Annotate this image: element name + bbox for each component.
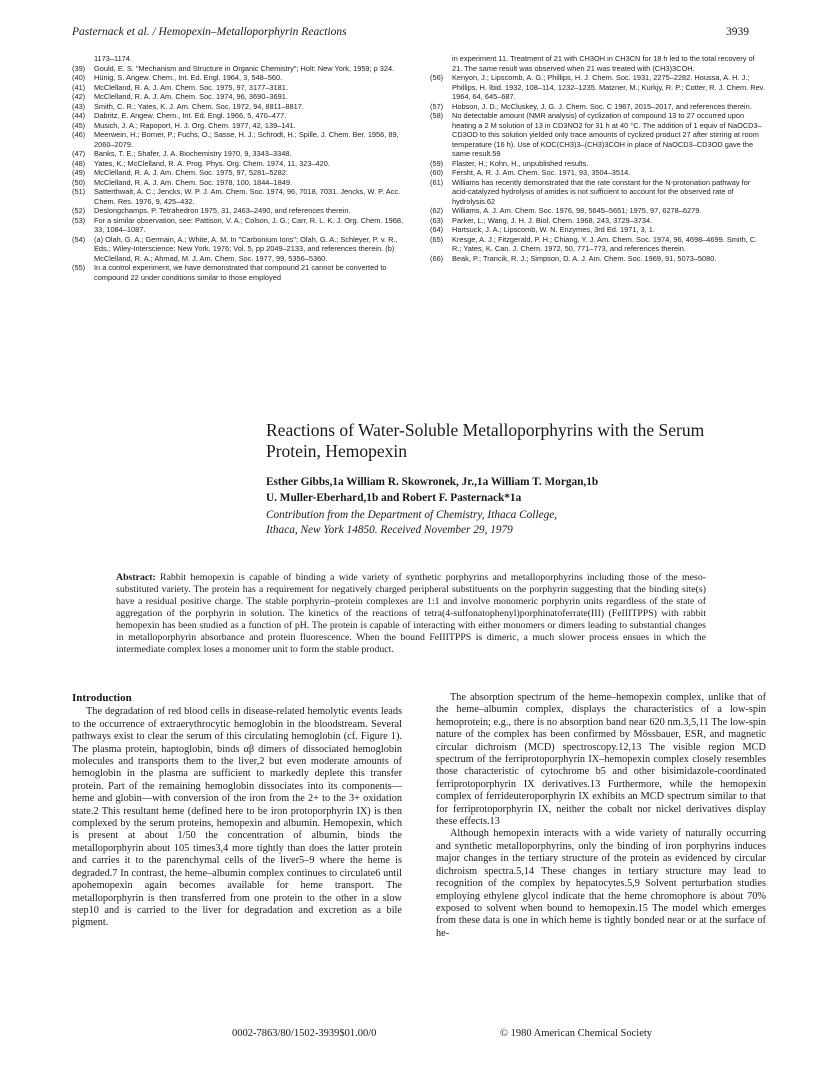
reference-number: (51): [72, 187, 86, 196]
reference-text: Parker, L.; Wang, J. H. J. Biol. Chem. 1968, 243, 3729–3734.: [452, 215, 653, 225]
abstract-text: Rabbit hemopexin is capable of binding a wide variety of synthetic porphyrins and metalloporphyrins including those of the meso-substituted variety. The protein has a requirement for negatively charged peripheral substituents on the porphyrin suggesting that the binding site(s) have a residual positive charge. The stable porphyrin–protein complexes are 1:1 and involve monomeric porphyrin units regardless of the state of aggregation of the porphyrin in solution. The kinetics of the reactions of tetra(4-sulfonatophenyl)porphinatoferrate(III) (FeIIITPPS) with rabbit hemopexin has been studied as a function of pH. The protein is capable of interacting with either monomers or dimers leading to substantial changes in metalloporphyrin absorbance and protein fluorescence. When the bound FeIIITPPS is dimeric, a much slower process ensues in which the intermediate complex loses a monomer unit to form the stable product.: [116, 572, 707, 655]
abstract: [116, 572, 706, 656]
reference-text: Flaster, H.; Kohn, H., unpublished results.: [452, 158, 589, 168]
reference-text: Meerwein, H.; Borner, P.; Fuchs, O.; Sasse, H. J.; Schrodt, H.; Spille, J. Chem. Ber. 1956, 89, 2060–2079.: [94, 130, 399, 149]
authors-line-1: Esther Gibbs,1a William R. Skowronek, Jr.,1a William T. Morgan,1b: [266, 476, 599, 488]
reference-text: Hünig, S. Angew. Chem., Int. Ed. Engl. 1964, 3, 548–560.: [94, 73, 283, 82]
reference-text: Hobson, J. D.; McCluskey, J. G. J. Chem. Soc. C 1967, 2015–2017, and references therein.: [452, 101, 752, 111]
reference-number: (46): [72, 130, 86, 139]
authors-line-2: U. Muller-Eberhard,1b and Robert F. Pasternack*1a: [266, 492, 522, 504]
reference-number: (40): [72, 73, 86, 82]
reference-number: (65): [430, 234, 444, 244]
reference-entry: [430, 102, 765, 112]
reference-entry: [72, 130, 407, 149]
reference-number: (58): [430, 111, 444, 120]
reference-entry: [72, 216, 407, 235]
reference-number: (44): [72, 111, 86, 120]
reference-entry: [430, 235, 765, 254]
article-code: 0002-7863/80/1502-3939$01.00/0: [232, 1028, 377, 1039]
intro-paragraph-3: Although hemopexin interacts with a wide variety of naturally occurring and synthetic metalloporphyrins, only the binding of iron porphyrins induces major changes in the tertiary structure of the protein as evidenced by circular dichroism spectra.5,14 These changes in tertiary structure may lead to recognition of the complex by hepatocytes.5,9 Solvent perturbation studies employing ethylene glycol indicate that the heme chromophore is about 70% exposed to solvent when bound to hemopexin.15 The model which emerges from these data is one in which heme is tightly bonded near or at the surface of he-: [436, 828, 766, 939]
reference-entry: [72, 149, 407, 159]
reference-text: Williams, A. J. Am. Chem. Soc. 1976, 98, 5645–5651; 1975, 97, 6278–6279.: [452, 206, 702, 215]
references-right-column: [430, 54, 765, 263]
affiliation-line-2: Ithaca, New York 14850. Received November 29, 1979: [266, 524, 513, 536]
reference-entry: [430, 73, 765, 102]
reference-number: (54): [72, 234, 86, 244]
reference-number: (43): [72, 101, 86, 111]
reference-number: (50): [72, 177, 86, 187]
reference-number: (57): [430, 101, 444, 111]
page-number: 3939: [726, 26, 749, 38]
reference-entry: [430, 216, 765, 226]
reference-number: (41): [72, 82, 86, 92]
reference-number: (49): [72, 168, 86, 177]
reference-entry: [430, 111, 765, 159]
reference-entry: [72, 263, 407, 282]
reference-text: McClelland, R. A. J. Am. Chem. Soc. 1978, 100, 1844–1849.: [94, 177, 293, 187]
reference-number: (48): [72, 158, 86, 168]
reference-text: McClelland, R. A. J. Am. Chem. Soc. 1975, 97, 3177–3181.: [94, 82, 288, 92]
reference-entry: [430, 168, 765, 178]
running-header: [72, 26, 749, 42]
reference-entry: [72, 187, 407, 206]
reference-text: Banks, T. E.; Shafer, J. A. Biochemistry 1970, 9, 3343–3348.: [94, 149, 292, 158]
abstract-label: Abstract:: [116, 572, 156, 583]
reference-text: Satterthwait, A. C.; Jencks, W. P. J. Am. Chem. Soc. 1974, 96, 7018, 7031. Jencks, W. P. Acc. Chem. Res. 1976, 9, 425–432.: [94, 187, 401, 206]
reference-text: (a) Olah, G. A.; Germain, A.; White, A. M. In "Carbonium Ions"; Olah, G. A.; Schleyer, P. v. R., Eds.; Wiley-Interscience: New York, 1976; Vol. 5, pp 2049–2133, and references therein. (b) McClelland, R. A.; Ahmad, M. J. Am. Chem. Soc. 1977, 99, 5356–5360.: [94, 234, 398, 263]
reference-text: Beak, P.; Trancik, R. J.; Simpson, D. A. J. Am. Chem. Soc. 1969, 91, 5073–5080.: [452, 253, 717, 263]
reference-number: (47): [72, 149, 86, 158]
affiliation: [266, 508, 696, 538]
reference-entry: [72, 102, 407, 112]
section-heading-introduction: Introduction: [72, 692, 132, 704]
reference-number: (63): [430, 215, 444, 225]
reference-text: McClelland, R. A. J. Am. Chem. Soc. 1975, 97, 5281–5282.: [94, 168, 288, 177]
reference-entry: [72, 64, 407, 74]
reference-number: (55): [72, 263, 86, 272]
reference-entry: [430, 254, 765, 264]
reference-number: (66): [430, 253, 444, 263]
intro-paragraph-2: The absorption spectrum of the heme–hemopexin complex, unlike that of the heme–albumin complex, displays the characteristics of a low-spin hemoprotein; e.g., there is no absorption band near 620 nm.3,5,11 The low-spin nature of the complex has been confirmed by Mössbauer, ESR, and magnetic circular dichroism (MCD) spectroscopy.12,13 The visible region MCD spectrum of the ferriprotoporphyrin IX–hemopexin complex closely resembles those characteristic of cytochrome b5 and other bisimidazole-coordinated ferriprotoporphyrin IX derivatives.13 Furthermore, while the hemopexin complex of ferrideuteroporphyrin IX exhibits an MCD spectrum similar to that for ferriprotoporphyrin IX, neither the cobalt nor nickel derivatives display these effects.13: [436, 692, 766, 828]
reference-text: 1173–1174.: [94, 54, 132, 63]
reference-entry: [430, 159, 765, 169]
reference-text: Deslongchamps, P. Tetrahedron 1975, 31, 2463–2490, and references therein.: [94, 206, 351, 215]
reference-text: in experiment 11. Treatment of 21 with CH3OH in CH3CN for 18 h led to the total recovery of 21. The same result was observed when 21 was treated with (CH3)3COH.: [452, 54, 755, 73]
reference-entry: [430, 225, 765, 235]
reference-text: Smith, C. R.; Yates, K. J. Am. Chem. Soc. 1972, 94, 8811–8817.: [94, 101, 304, 111]
reference-number: [430, 54, 452, 73]
reference-number: (61): [430, 177, 444, 187]
reference-entry: [430, 178, 765, 207]
reference-number: (52): [72, 206, 86, 215]
reference-text: Kenyon, J.; Lipscomb, A. G.; Phillips, H. J. Chem. Soc. 1931, 2275–2282. Houssa, A. H. J.; Phillips, H. Ibid. 1932, 108–114, 1232–1235. Matzner, M.; Kurkjy, R. P.; Cotter, R. J. Chem. Rev. 1964, 64, 645–687.: [452, 73, 765, 101]
reference-entry: [72, 159, 407, 169]
reference-number: (39): [72, 63, 86, 73]
reference-number: (45): [72, 120, 86, 130]
reference-entry: [72, 54, 407, 64]
reference-entry: [72, 73, 407, 83]
author-list: [266, 474, 696, 506]
body-column-left: [72, 692, 402, 930]
article-title: Reactions of Water-Soluble Metalloporphyrins with the Serum Protein, Hemopexin: [266, 420, 705, 461]
reference-text: Hartsuck, J. A.; Lipscomb, W. N. Enzymes, 3rd Ed. 1971, 3, 1.: [452, 225, 655, 234]
reference-number: (62): [430, 206, 444, 215]
reference-entry: [72, 178, 407, 188]
reference-text: Yates, K.; McClelland, R. A. Prog. Phys. Org. Chem. 1974, 11, 323–420.: [94, 158, 330, 168]
reference-entry: [430, 206, 765, 216]
reference-entry: [72, 235, 407, 264]
reference-entry: [72, 111, 407, 121]
reference-entry: [72, 168, 407, 178]
reference-number: (60): [430, 168, 444, 177]
body-column-right: [436, 692, 766, 940]
reference-text: Kresge, A. J.; Fitzgerald, P. H.; Chiang, Y. J. Am. Chem. Soc. 1974, 96, 4698–4699. Smith, C. R.; Yates, K. Can. J. Chem. 1972, 50, 771–773, and references therein.: [452, 234, 758, 253]
intro-paragraph-1: The degradation of red blood cells in disease-related hemolytic events leads to the occurrence of extraerythrocytic hemoglobin in the bloodstream. Several pathways exist to clear the serum of this circulating hemoglobin (cf. Figure 1). The plasma protein, haptoglobin, binds αβ dimers of dissociated hemoglobin molecules and transports them to the liver,2 but even moderate amounts of hemoglobin in the plasma are sufficient to markedly deplete this transfer protein. Part of the remaining hemoglobin dissociates into its components—heme and globin—with conversion of the iron from the 2+ to the 3+ oxidation state.2 This resultant heme (defined here to be iron protoporphyrin IX) is then complexed by the serum proteins, hemopexin and albumin. Hemopexin, which is present at about 1/50 the concentration of albumin, binds the metalloporphyrin about 105 times3,4 more tightly than does the latter protein and carries it to the parenchymal cells of the liver5–9 where the heme is degraded.7 In contrast, the heme–albumin complex continues to circulate6 until apohemopexin again becomes available for heme transport. The metalloporphyrin is then transferred from one protein to the other in a slow step10 and is carried to the liver for degradation and excretion as a bile pigment.: [72, 706, 402, 929]
reference-entry: [430, 54, 765, 73]
copyright-notice: © 1980 American Chemical Society: [500, 1028, 653, 1039]
reference-text: Dabritz, E. Angew. Chem., Int. Ed. Engl. 1966, 5, 470–477.: [94, 111, 287, 120]
reference-number: (53): [72, 215, 86, 225]
reference-number: (59): [430, 158, 444, 168]
reference-number: (42): [72, 92, 86, 101]
reference-text: For a similar observation, see: Pattison, V. A.; Colson, J. G.; Carr, R. L. K. J. Org. Chem. 1968, 33, 1084–1087.: [94, 215, 404, 234]
reference-text: No detectable amount (NMR analysis) of cyclization of compound 13 to 27 occurred upon heating a 2 M solution of 13 in CD3NO2 for 31 h at 40 °C. The addition of 1 equiv of NaOCD3–CD3OD to this solution yielded only trace amounts of cyclized product 27 after stirring at room temperature (16 h). Use of KOC(CH3)3–(CH3)3COH in place of NaOCD3–CD3OD gave the same result.59: [452, 111, 762, 158]
running-title: Pasternack et al. / Hemopexin–Metalloporphyrin Reactions: [72, 26, 347, 38]
reference-text: Williams has recently demonstrated that the rate constant for the N-protonation pathway for acid-catalyzed hydrolysis of amides is not sufficient to account for the observed rate of hydrolysis.62: [452, 177, 751, 206]
reference-text: Gould, E. S. "Mechanism and Structure in Organic Chemistry"; Holt: New York, 1959; p 324.: [94, 63, 395, 73]
reference-number: (56): [430, 73, 444, 82]
references-left-column: [72, 54, 407, 282]
reference-number: [72, 54, 94, 64]
reference-text: Musich, J. A.; Rapoport, H. J. Org. Chem. 1977, 42, 139–141.: [94, 120, 296, 130]
reference-entry: [72, 92, 407, 102]
reference-entry: [72, 83, 407, 93]
reference-entry: [72, 121, 407, 131]
reference-text: In a control experiment, we have demonstrated that compound 21 cannot be converted to compound 22 under conditions similar to those employed: [94, 263, 387, 282]
reference-number: (64): [430, 225, 444, 234]
reference-text: McClelland, R. A. J. Am. Chem. Soc. 1974, 96, 3690–3691.: [94, 92, 288, 101]
affiliation-line-1: Contribution from the Department of Chemistry, Ithaca College,: [266, 509, 558, 521]
reference-text: Fersht, A. R. J. Am. Chem. Soc. 1971, 93, 3504–3514.: [452, 168, 631, 177]
reference-entry: [72, 206, 407, 216]
